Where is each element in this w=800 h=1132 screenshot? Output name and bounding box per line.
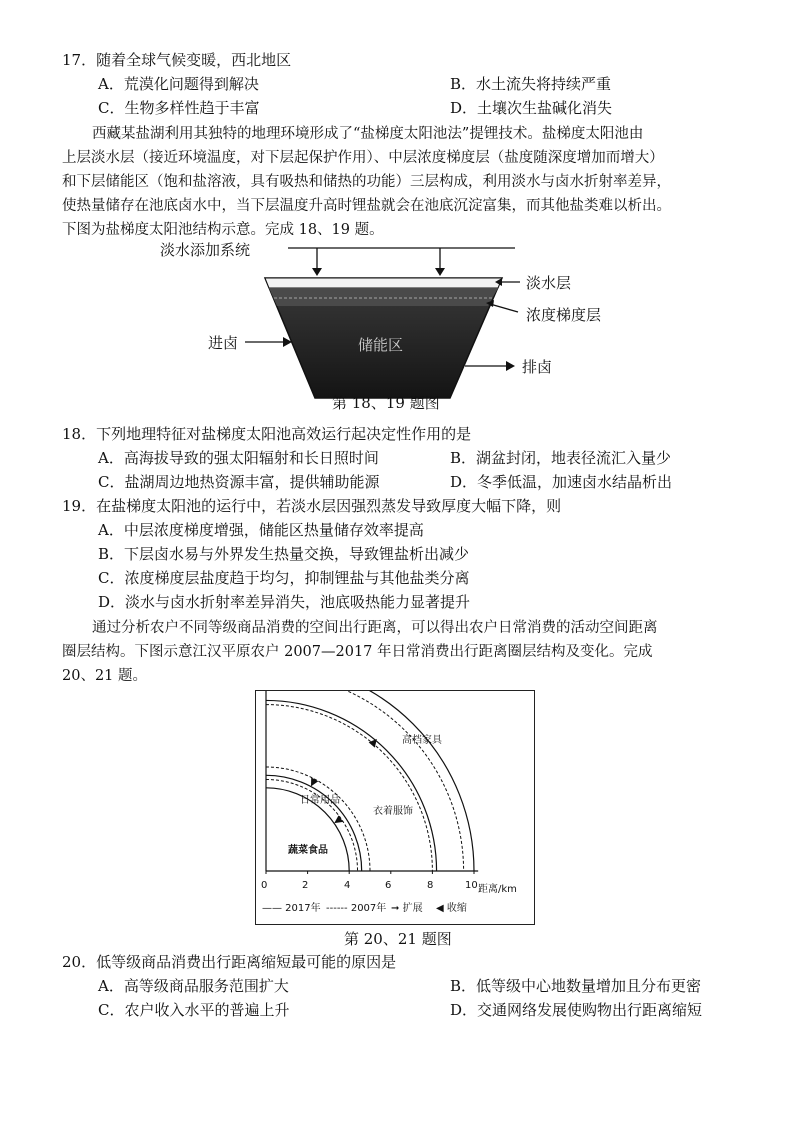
passage2-line: 20、21 题。 <box>62 668 148 684</box>
passage1-line: 上层淡水层（接近环境温度，对下层起保护作用）、中层浓度梯度层（盐度随深度增加而增大） <box>62 150 664 166</box>
q19-option-c: C．浓度梯度层盐度趋于均匀，抑制锂盐与其他盐类分离 <box>98 569 470 587</box>
q17-option-c: C．生物多样性趋于丰富 <box>98 99 260 117</box>
q20-option-c: C．农户收入水平的普遍上升 <box>98 1001 290 1019</box>
q18-option-a: A．高海拔导致的强太阳辐射和长日照时间 <box>98 449 379 467</box>
legend-2007: ------ 2007年 <box>326 903 387 914</box>
tick-label: 6 <box>385 880 392 891</box>
q19-stem: 19．在盐梯度太阳池的运行中，若淡水层因强烈蒸发导致厚度大幅下降，则 <box>62 497 562 515</box>
q19-option-b: B．下层卤水易与外界发生热量交换，导致锂盐析出减少 <box>98 545 470 563</box>
daily-goods-label: 日常用品 <box>300 795 340 806</box>
clothing-label: 衣着服饰 <box>373 806 413 817</box>
fresh-layer-label: 淡水层 <box>526 274 572 292</box>
q20-option-b: B．低等级中心地数量增加且分布更密 <box>450 977 702 995</box>
shrink-marker <box>334 815 343 823</box>
expand-marker <box>369 739 377 748</box>
fresh-layer <box>265 278 502 288</box>
passage1-line: 和下层储能区（饱和盐溶液，具有吸热和储热的功能）三层构成，利用淡水与卤水折射率差异， <box>62 174 671 190</box>
solar-pool-svg <box>150 238 630 418</box>
legend-shrink-label: 收缩 <box>446 903 467 914</box>
brine-out-label: 排卤 <box>522 358 553 376</box>
q20-option-d: D．交通网络发展使购物出行距离缩短 <box>450 1001 703 1019</box>
brine-in-label: 进卤 <box>208 334 239 352</box>
q18-option-d: D．冬季低温，加速卤水结晶析出 <box>450 473 673 491</box>
q17-option-a: A．荒漠化问题得到解决 <box>98 75 259 93</box>
q18-option-c: C．盐湖周边地热资源丰富，提供辅助能源 <box>98 473 380 491</box>
fresh-water-system-label: 淡水添加系统 <box>160 241 251 259</box>
tick-label: 4 <box>344 880 351 891</box>
food-label: 蔬菜食品 <box>288 845 328 856</box>
arrow-left-icon: ◀ <box>436 903 444 914</box>
legend-expand <box>391 899 423 914</box>
tick-label: 8 <box>427 880 434 891</box>
tick-label: 0 <box>261 880 268 891</box>
ring-diagram <box>255 690 535 925</box>
ring-2017 <box>266 775 362 871</box>
passage2-line: 通过分析农户不同等级商品消费的空间出行距离，可以得出农户日常消费的活动空间距离 <box>92 620 658 636</box>
figure-caption-20-21: 第 20、21 题图 <box>344 930 452 948</box>
legend-2017: —— 2017年 <box>262 903 321 914</box>
passage2-line: 圈层结构。下图示意江汉平原农户 2007—2017 年日常消费出行距离圈层结构及变化。完成 <box>62 644 653 660</box>
passage1-line: 使热量储存在池底卤水中，当下层温度升高时锂盐就会在池底沉淀富集，而其他盐类难以析出。 <box>62 198 671 214</box>
gradient-layer <box>269 288 498 306</box>
legend-shrink <box>436 899 467 914</box>
q20-option-a: A．高等级商品服务范围扩大 <box>98 977 289 995</box>
passage1-line: 西藏某盐湖利用其独特的地理环境形成了“盐梯度太阳池法”提锂技术。盐梯度太阳池由 <box>92 126 644 142</box>
storage-zone-label: 储能区 <box>358 336 404 354</box>
q17-option-b: B．水土流失将持续严重 <box>450 75 612 93</box>
solar-pool-diagram <box>150 238 630 418</box>
q17-stem: 17．随着全球气候变暖，西北地区 <box>62 51 292 69</box>
gradient-layer-label: 浓度梯度层 <box>526 306 602 324</box>
q20-stem: 20．低等级商品消费出行距离缩短最可能的原因是 <box>62 953 397 971</box>
q18-option-b: B．湖盆封闭，地表径流汇入量少 <box>450 449 672 467</box>
q17-option-d: D．土壤次生盐碱化消失 <box>450 99 613 117</box>
q19-option-a: A．中层浓度梯度增强，储能区热量储存效率提高 <box>98 521 424 539</box>
axis-label: 距离/km <box>478 884 517 895</box>
arrow-right-icon: ➞ <box>391 903 400 914</box>
tick-label: 2 <box>302 880 309 891</box>
figure-caption-18-19: 第 18、19 题图 <box>332 394 440 412</box>
q18-stem: 18．下列地理特征对盐梯度太阳池高效运行起决定性作用的是 <box>62 425 472 443</box>
q19-option-d: D．淡水与卤水折射率差异消失，池底吸热能力显著提升 <box>98 593 471 611</box>
furniture-label: 高档家具 <box>402 735 442 746</box>
tick-label: 10 <box>465 880 478 891</box>
passage1-line: 下图为盐梯度太阳池结构示意。完成 18、19 题。 <box>62 222 384 238</box>
legend-expand-label: 扩展 <box>402 903 423 914</box>
